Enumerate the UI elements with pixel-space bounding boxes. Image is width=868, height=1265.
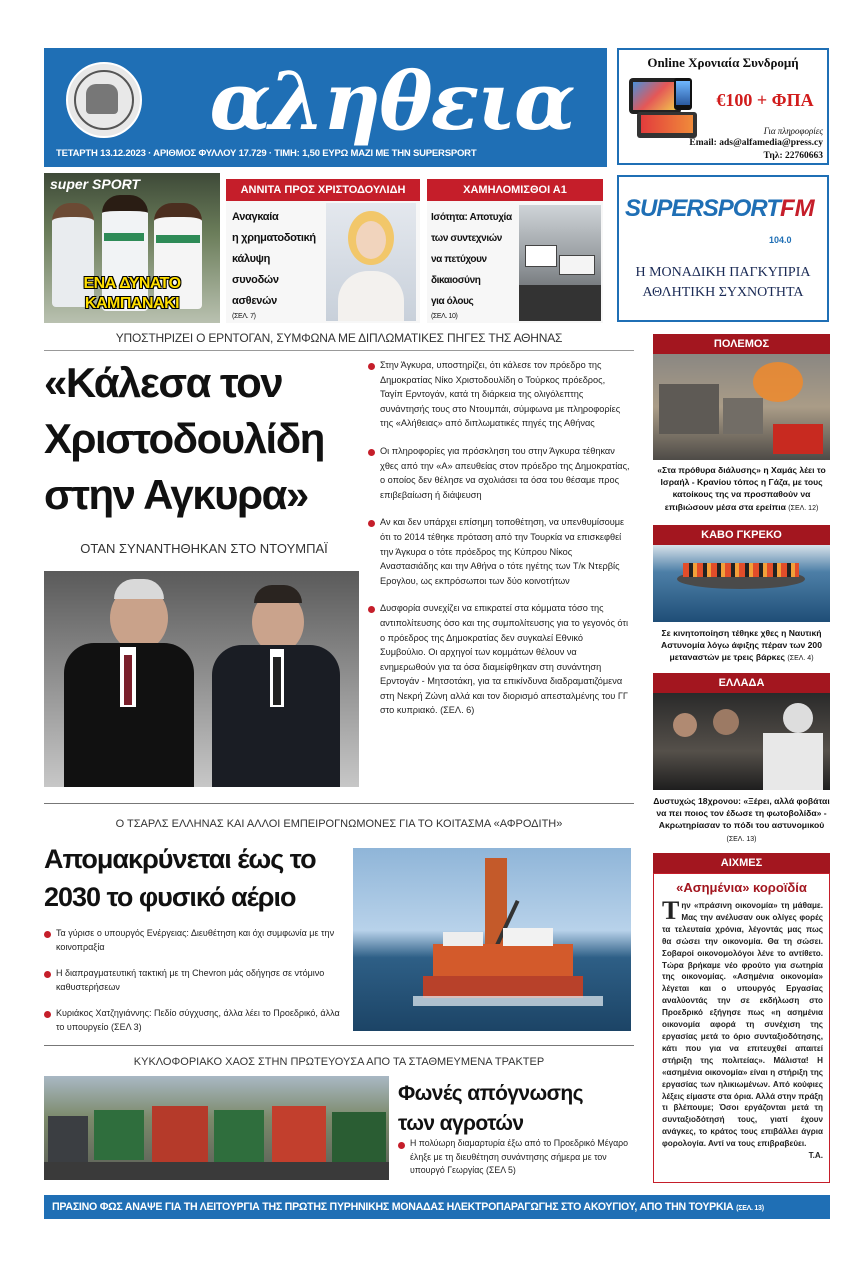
- lead-bullets: [368, 358, 630, 718]
- subscription-price: €100 + ΦΠΑ: [716, 90, 814, 110]
- lead-photo: [44, 571, 359, 787]
- subscription-title: Online Χρονιαία Συνδρομή: [647, 55, 799, 70]
- war-label: ΠΟΛΕΜΟΣ: [653, 334, 830, 354]
- farmers-headline: Φωνές απόγνωσης των αγροτών: [398, 1082, 583, 1135]
- footer-banner[interactable]: [44, 1195, 830, 1219]
- player-figure: [154, 203, 202, 309]
- gas-bullet: Κυριάκος Χατζηγιάννης: Πεδίο σύγχυσης, άλλα λέει το Προεδρικό, άλλα το υπουργείο (ΣΕΛ 3): [44, 1006, 344, 1034]
- annita-teaser[interactable]: [226, 179, 420, 323]
- newspaper-seal: [66, 62, 142, 138]
- sport-headline-line1: ΕΝΑ ΔΥΝΑΤΟ: [83, 275, 181, 292]
- gas-kicker: Ο ΤΣΑΡΛΣ ΕΛΛΗΝΑΣ ΚΑΙ ΑΛΛΟΙ ΕΜΠΕΙΡΟΓΝΩΜΟΝΕΣ ΓΙΑ ΤΟ ΚΟΙΤΑΣΜΑ «ΑΦΡΟΔΙΤΗ»: [115, 818, 563, 830]
- column-body: Την «πράσινη οικονομία» τη μάθαμε. Μας την ανέλυσαν ουκ ολίγες φορές τα τελευταία χρόνια, λέγοντάς μας πως θα σώσει την οικονομία. Θα τη σώσει. Σοβαροί οικονομολόγοι λένε το αντίθετο. Τώρα βρήκαμε νέο φρούτο για σωτηρία της οικονομίας. «Ασημένια οικονομία» λέγεται και ο υπουργός Εργασίας αναλύοντάς την σε εκδήλωση στο Προεδρικό εξήγησε πως «η ασημένια οικονομία αφορά τη συνέχιση της εργασίας μετά το όριο συνταξιοδότησης, κάτι που για να επιτευχθεί απαιτεί στήριξη της πολιτείας». Μάλιστα! Η «ασημένια οικονομία» είναι η στήριξη της εργασίας των ηλικιωμένων. Από κούφιες λέξεις είμαστε στα όρια. Αλλά στην πράξη τι βλέπουμε; Όσοι εργάζονται μετά τη συνταξιοδότησή τους, γιατί έχουν ανάγκες, το κράτος τους επιβάλλει άγρια φορολογία. Αντί να τους επιβραβεύει. Τ.Α.: [662, 896, 823, 1161]
- lead-bullet: Στην Άγκυρα, υποστηρίζει, ότι κάλεσε τον πρόεδρο της Δημοκρατίας Νίκο Χριστοδουλίδη ο Τούρκος πρόεδρος, Ταγίπ Ερντογάν, κατά τη διάρκεια της ολιγόλεπτης συνάντησής τους στο Ντουμπάι, σύμφωνα με πληροφορίες της «Αλήθειας» από διπλωματικές πηγές της Αθήνας: [368, 358, 630, 431]
- issue-line: ΤΕΤΑΡΤΗ 13.12.2023 · ΑΡΙΘΜΟΣ ΦΥΛΛΟΥ 17.729 · ΤΙΜΗ: 1,50 ΕΥΡΩ ΜΑΖΙ ΜΕ ΤΗΝ SUPERSPORT: [56, 148, 477, 159]
- subscription-ad[interactable]: [617, 48, 829, 165]
- gas-bullet: Τα γύρισε ο υπουργός Ενέργειας: Διευθέτηση και όχι συμφωνία με την κοινοπραξία: [44, 926, 344, 954]
- annita-text: Αναγκαία η χρηματοδοτική κάλυψη συνοδών ασθενών (ΣΕΛ. 7): [232, 211, 316, 320]
- low-wage-teaser[interactable]: [427, 179, 603, 323]
- cape-greco-caption: Σε κινητοποίηση τέθηκε χθες η Ναυτική Αστυνομία λόγω άφιξης πέραν των 200 μεταναστών με τρεις βάρκες (ΣΕΛ. 4): [661, 628, 822, 663]
- supersport-fm-ad[interactable]: [617, 175, 829, 322]
- masthead: [44, 48, 607, 167]
- greece-label: ΕΛΛΑΔΑ: [653, 673, 830, 693]
- annita-portrait: [326, 203, 416, 321]
- supersport-fm-frequency: 104.0: [769, 235, 792, 245]
- supersport-fm-tagline2: ΑΘΛΗΤΙΚΗ ΣΥΧΝΟΤΗΤΑ: [642, 285, 804, 300]
- gas-headline: Απομακρύνεται έως το 2030 το φυσικό αέριο: [44, 844, 316, 912]
- lead-bullet: Αν και δεν υπάρχει επίσημη τοποθέτηση, να υπενθυμίσουμε ότι το 2014 τέθηκε πρόταση από την Τουρκία να επισκεφθεί την Άγκυρα ο τότε πρόεδρος της Κύπρου Νίκος Αναστασιάδης και την Αθήνα ο τότε ηγέτης των Τ/κ Ντερβίς Ερογλου, ως εκπρόσωποι των δύο κοινοτήτων: [368, 515, 630, 588]
- protest-photo: [519, 205, 601, 321]
- farmers-photo: [44, 1076, 389, 1180]
- annita-kicker: ΑΝΝΙΤΑ ΠΡΟΣ ΧΡΙΣΤΟΔΟΥΛΙΔΗ: [226, 179, 420, 201]
- sport-teaser[interactable]: [44, 173, 220, 323]
- low-wage-kicker: ΧΑΜΗΛΟΜΙΣΘΟΙ Α1: [427, 179, 603, 201]
- sport-headline-line2: ΚΑΜΠΑΝΑΚΙ: [84, 295, 180, 312]
- supersport-fm-logo: SUPERSPORTFM: [625, 195, 815, 222]
- laptop-icon: [637, 112, 697, 138]
- subscription-phone: Τηλ: 22760663: [763, 151, 823, 161]
- column-label: ΑΙΧΜΕΣ: [653, 853, 830, 873]
- phone-icon: [674, 78, 692, 110]
- lead-bullet: Οι πληροφορίες για πρόσκληση του στην Άγκυρα τέθηκαν χθες από την «Α» απευθείας στον πρόεδρο της Δημοκρατίας, ο οποίος δεν θέλησε να σχολιάσει τα όσα του θέσαμε προς επιβεβαίωση ή διάψευση: [368, 444, 630, 502]
- war-caption: «Στα πρόθυρα διάλυσης» η Χαμάς λέει το Ισραήλ - Κρανίου τόπος η Γάζα, με τους κατοίκους της να προσπαθούν να επιβιώσουν μέσα στα ερείπια (ΣΕΛ. 12): [657, 465, 826, 512]
- lead-headline: «Κάλεσα τον Χριστοδουλίδη στην Αγκυρα»: [44, 359, 324, 518]
- lead-subhead: ΟΤΑΝ ΣΥΝΑΝΤΗΘΗΚΑΝ ΣΤΟ ΝΤΟΥΜΠΑΪ: [80, 541, 328, 556]
- farmers-bullet: Η πολύωρη διαμαρτυρία έξω από το Προεδρικό Μέγαρο έληξε με τη διευθέτηση συνάντησης σήμερα με τον υπουργό Γεωργίας (ΣΕΛ 5): [398, 1137, 642, 1178]
- subscription-email[interactable]: Email: ads@alfamedia@press.cy: [689, 138, 823, 148]
- supersport-fm-tagline1: Η ΜΟΝΑΔΙΚΗ ΠΑΓΚΥΠΡΙΑ: [635, 265, 811, 280]
- war-photo: [653, 354, 830, 460]
- lead-bullet: Δυσφορία συνεχίζει να επικρατεί στα κόμματα τόσο της αντιπολίτευσης όσο και της συμπολίτευσης για το γεγονός ότι ο πρόεδρος της Δημοκρατίας δεν συγκαλεί Εθνικό Συμβούλιο. Οι αρχηγοί των κομμάτων θέλουν να ενημερωθούν για τα όσα διαμείφθηκαν στη συνάντηση Ερντογάν - Μητσοτάκη, για τα επικίνδυνα διαδραματιζόμενα στη Νεκρή Ζώνη αλλά και τον διορισμό απεσταλμένης του ΓΓ στο κυπριακό. (ΣΕΛ. 6): [368, 601, 630, 718]
- masthead-title: αληθεια: [209, 54, 574, 148]
- cape-greco-photo: [653, 545, 830, 622]
- footer-banner-text: ΠΡΑΣΙΝΟ ΦΩΣ ΑΝΑΨΕ ΓΙΑ ΤΗ ΛΕΙΤΟΥΡΓΙΑ ΤΗΣ ΠΡΩΤΗΣ ΠΥΡΗΝΙΚΗΣ ΜΟΝΑΔΑΣ ΗΛΕΚΤΡΟΠΑΡΑΓΩΓΗΣ ΣΤΟ ΑΚΟΥΓΙΟΥ, ΑΠΟ ΤΗΝ ΤΟΥΡΚΙΑ (ΣΕΛ. 13): [52, 1201, 764, 1213]
- player-figure: [102, 195, 148, 311]
- gas-rig-photo: [353, 848, 631, 1031]
- column-title: «Ασημένια» κοροϊδία: [676, 880, 807, 895]
- lead-kicker: ΥΠΟΣΤΗΡΙΖΕΙ Ο ΕΡΝΤΟΓΑΝ, ΣΥΜΦΩΝΑ ΜΕ ΔΙΠΛΩΜΑΤΙΚΕΣ ΠΗΓΕΣ ΤΗΣ ΑΘΗΝΑΣ: [115, 331, 563, 345]
- low-wage-text: Ισότητα: Αποτυχία των συντεχνιών να πετύχουν δικαιοσύνη για όλους (ΣΕΛ. 10): [431, 212, 512, 320]
- column-box: [653, 873, 830, 1183]
- supersport-logo: super SPORT: [50, 176, 140, 192]
- gas-bullets: [44, 926, 344, 1034]
- greece-photo: [653, 693, 830, 790]
- cape-greco-label: ΚΑΒΟ ΓΚΡΕΚΟ: [653, 525, 830, 545]
- subscription-info-label: Για πληροφορίες: [763, 126, 823, 136]
- greece-caption: Δυστυχώς 18χρονου: «Ξέρει, αλλά φοβάται να πει ποιος τον έδωσε τη φωτοβολίδα» - Ακρωτηρίασαν το πόδι του αστυνομικού (ΣΕΛ. 13): [653, 796, 830, 843]
- gas-bullet: Η διαπραγματευτική τακτική με τη Chevron μάς οδήγησε σε ντόμινο καθυστερήσεων: [44, 966, 344, 994]
- farmers-kicker: ΚΥΚΛΟΦΟΡΙΑΚΟ ΧΑΟΣ ΣΤΗΝ ΠΡΩΤΕΥΟΥΣΑ ΑΠΟ ΤΑ ΣΤΑΘΜΕΥΜΕΝΑ ΤΡΑΚΤΕΡ: [133, 1056, 545, 1068]
